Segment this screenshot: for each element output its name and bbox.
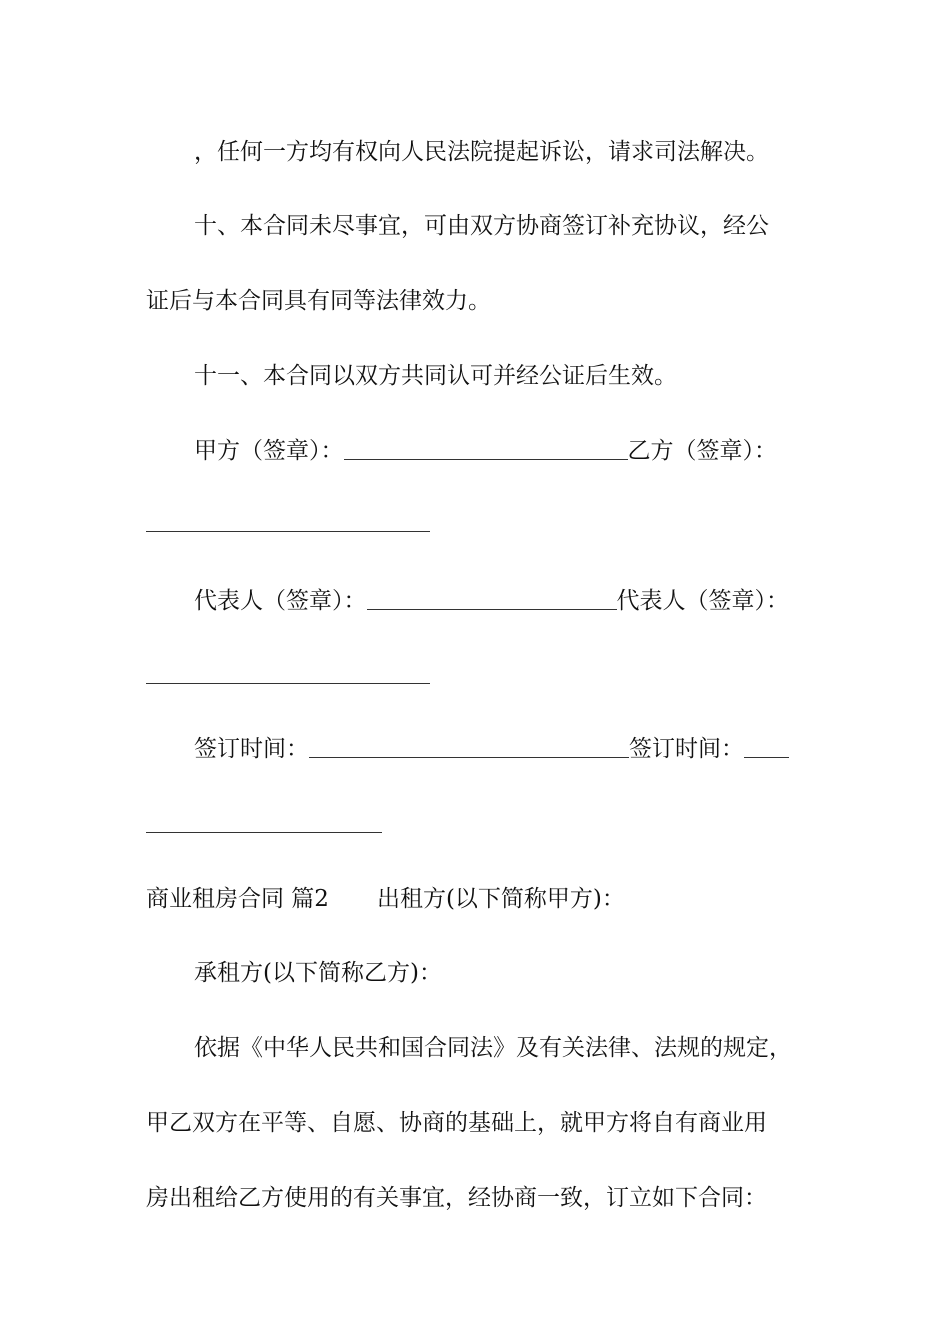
- paragraph-clause-10-line2: 证后与本合同具有同等法律效力。: [146, 288, 491, 314]
- rep-b-signature-blank: [146, 683, 430, 684]
- paragraph-clause-10-line1: 十、本合同未尽事宜，可由双方协商签订补充协议，经公: [194, 213, 769, 239]
- section-2-heading-row: [146, 884, 625, 914]
- signature-row-representative: [194, 586, 789, 616]
- party-a-signature-blank: [344, 459, 628, 460]
- paragraph-litigation: ，任何一方均有权向人民法院提起诉讼，请求司法解决。: [194, 139, 769, 165]
- lessor-label: 出租方(以下简称甲方)：: [376, 886, 625, 912]
- date-b-label: 签订时间：: [629, 736, 744, 762]
- date-a-blank: [309, 757, 629, 758]
- rep-a-signature-blank: [367, 609, 617, 610]
- party-b-label: 乙方（签章）：: [627, 438, 777, 464]
- signature-row-date: [194, 734, 789, 764]
- date-a-label: 签订时间：: [194, 736, 309, 762]
- rep-b-label: 代表人（签章）：: [616, 588, 789, 614]
- lessee-label: 承租方(以下简称乙方)：: [194, 960, 442, 986]
- paragraph-basis-line1: 依据《中华人民共和国合同法》及有关法律、法规的规定，: [194, 1035, 792, 1061]
- signature-row-party: [194, 436, 777, 466]
- paragraph-basis-line2: 甲乙双方在平等、自愿、协商的基础上，就甲方将自有商业用: [146, 1110, 767, 1136]
- paragraph-clause-11: 十一、本合同以双方共同认可并经公证后生效。: [194, 363, 677, 389]
- paragraph-basis-line3: 房出租给乙方使用的有关事宜，经协商一致，订立如下合同：: [146, 1185, 767, 1211]
- party-b-signature-blank: [146, 531, 430, 532]
- party-a-label: 甲方（签章）：: [194, 438, 344, 464]
- date-b-blank-start: [744, 757, 789, 758]
- date-b-blank-end: [146, 832, 382, 833]
- rep-a-label: 代表人（签章）：: [194, 588, 367, 614]
- section-2-heading: 商业租房合同 篇2: [146, 886, 329, 912]
